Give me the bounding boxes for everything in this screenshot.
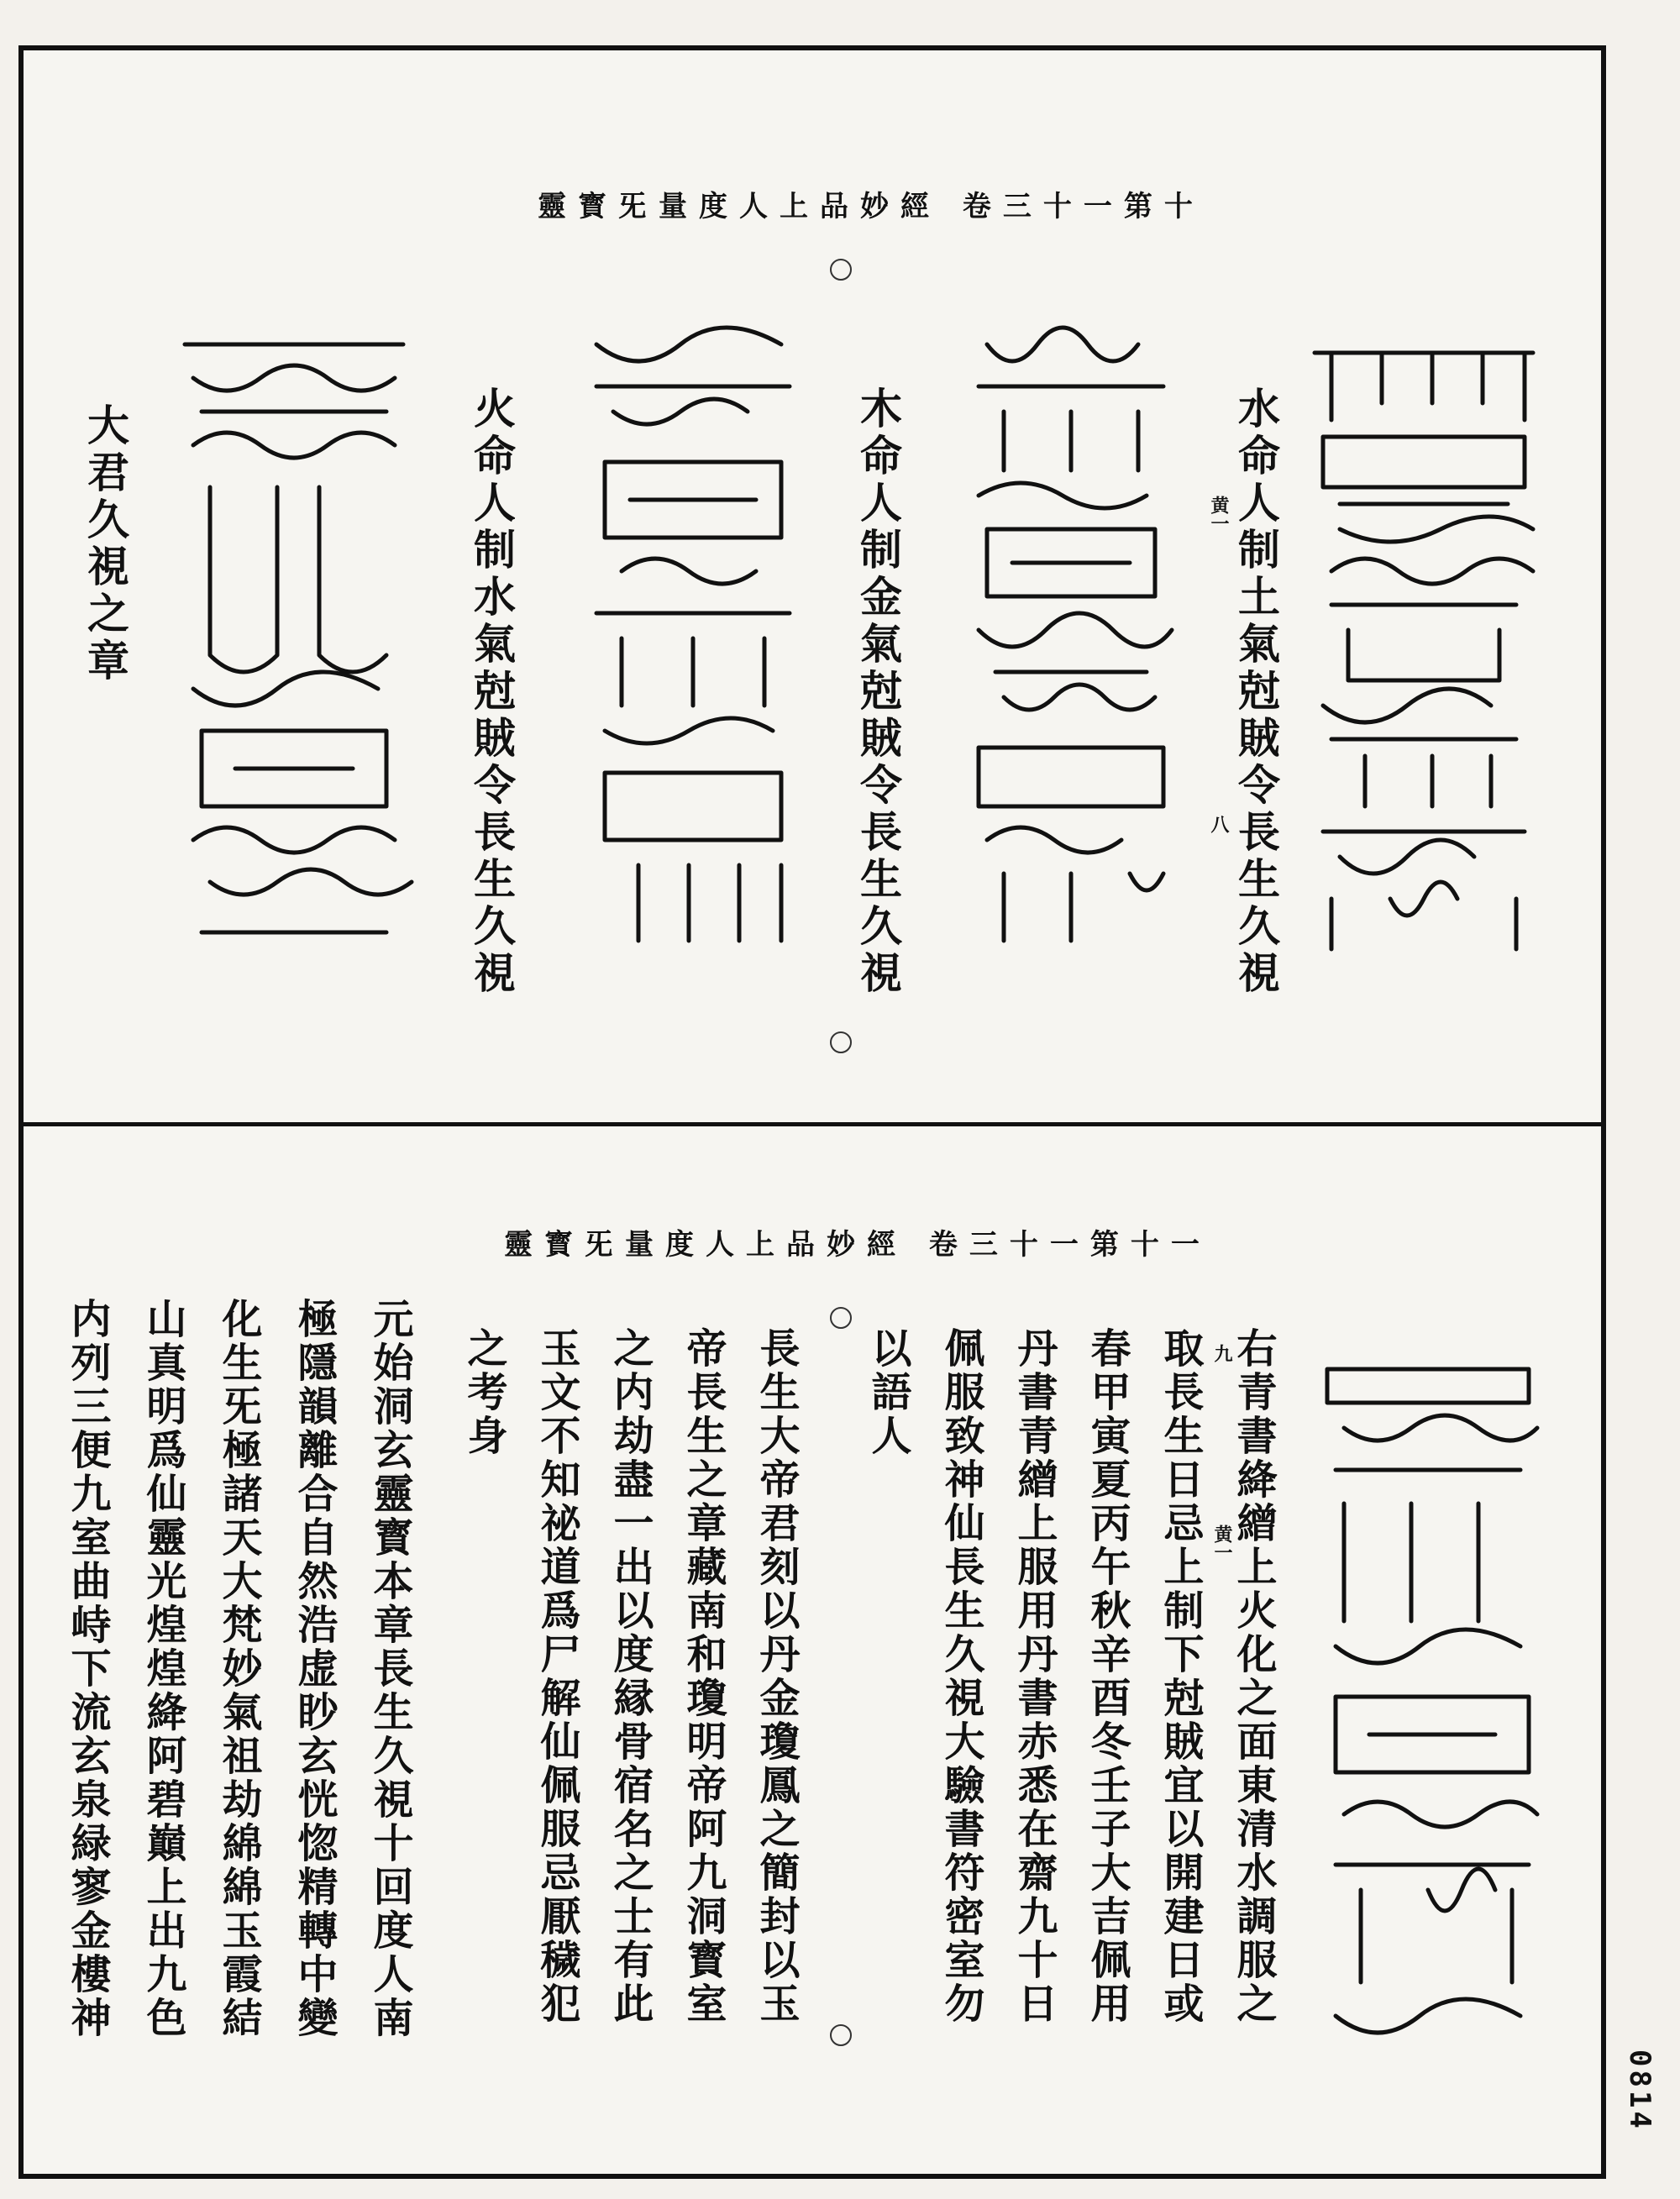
page-heading-top: 靈寳旡量度人上品妙經 卷三十一第十: [538, 190, 1205, 223]
text-column: 之考身: [460, 1327, 507, 1458]
text-column: 内列三便九室曲峙下流玄泉緑寥金樓神: [64, 1298, 111, 2040]
text-column: 元始洞玄靈寳本章長生久視十回度人南: [366, 1298, 413, 2040]
talisman-caption-grand: 大君久視之章: [81, 403, 130, 685]
binding-hole-icon: [830, 1307, 852, 1329]
text-note: 黄一: [1211, 1525, 1233, 1561]
page-divider: [18, 1122, 1606, 1126]
text-column: 以語人: [864, 1327, 911, 1458]
talisman-note: 八: [1208, 815, 1230, 833]
talisman-seal-green-script-icon: [1310, 1344, 1550, 2100]
talisman-seal-water-icon: [1298, 319, 1550, 974]
page-margin-id: 0814: [1623, 2049, 1656, 2132]
text-column: 玉文不知祕道爲尸解仙佩服忌厭穢犯: [533, 1327, 580, 2026]
text-column: 山真明爲仙靈光煌煌絳阿碧巔上出九色: [139, 1298, 186, 2040]
page-heading-bottom: 靈寳旡量度人上品妙經 卷三十一第十一: [504, 1228, 1211, 1262]
text-column: 帝長生之章藏南和瓊明帝阿九洞寳室: [680, 1327, 727, 2026]
text-column: 長生大帝君刻以丹金瓊鳳之簡封以玉: [753, 1327, 800, 2026]
text-column: 之内劫盡一出以度縁骨宿名之士有此: [606, 1327, 654, 2026]
text-column: 化生旡極諸天大梵妙氣祖劫綿綿玉霞結: [215, 1298, 262, 2040]
text-column: 春甲寅夏丙午秋辛酉冬壬子大吉佩用: [1084, 1327, 1131, 2026]
talisman-caption-wood: 木命人制金氣尅賊令長生久視: [853, 386, 903, 998]
talisman-note: 黄一: [1208, 496, 1230, 533]
text-column: 取長生日忌上制下尅賊宜以開建日或: [1157, 1327, 1204, 2026]
text-note: 九: [1211, 1344, 1233, 1362]
text-column: 丹書青繒上服用丹書赤悉在齋九十日: [1011, 1327, 1058, 2026]
talisman-seal-wood-icon: [953, 319, 1189, 974]
binding-hole-icon: [830, 259, 852, 281]
text-column: 極隱韻離合自然浩虚眇玄恍惚精轉中變: [291, 1298, 338, 2040]
talisman-caption-fire: 火命人制水氣尅賊令長生久視: [467, 386, 517, 998]
binding-hole-icon: [830, 2024, 852, 2046]
binding-hole-icon: [830, 1031, 852, 1053]
talisman-seal-grand-icon: [168, 319, 420, 974]
text-column: 右青書絳繒上火化之面東清水調服之: [1230, 1327, 1277, 2026]
talisman-caption-water: 水命人制土氣尅賊令長生久視: [1231, 386, 1281, 998]
text-column: 佩服致神仙長生久視大驗書符密室勿: [937, 1327, 984, 2026]
talisman-seal-fire-icon: [571, 319, 815, 974]
